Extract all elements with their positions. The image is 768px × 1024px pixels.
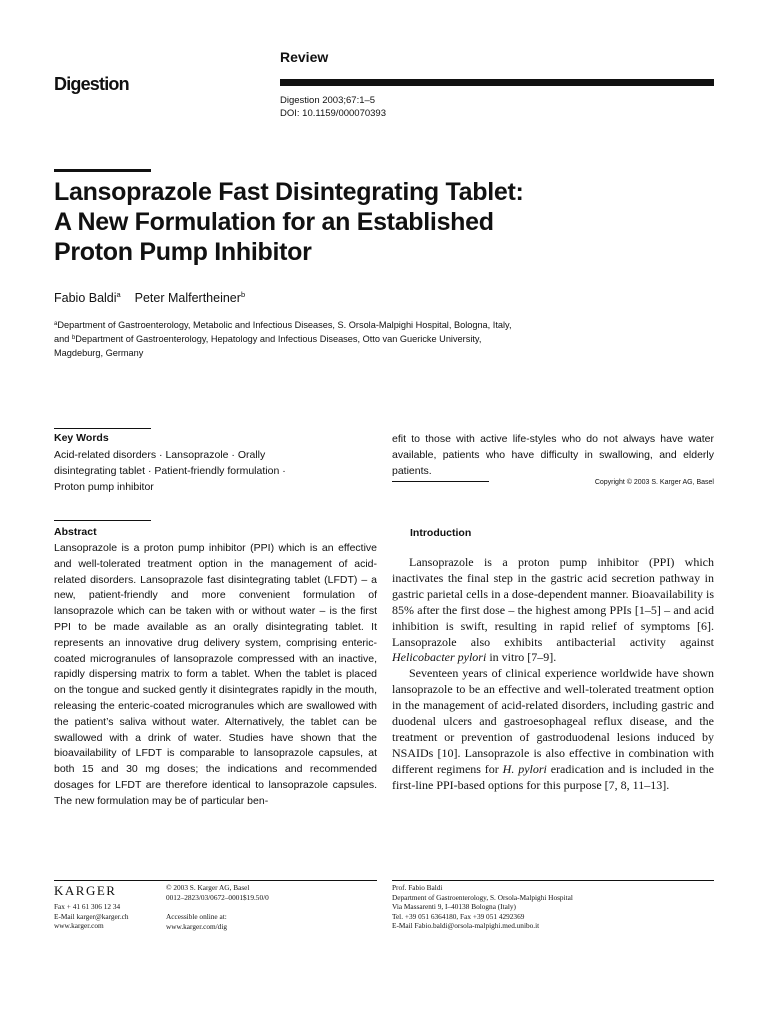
footer-rule — [54, 880, 377, 881]
keyword-line: disintegrating tablet · Patient-friendly formulation · — [54, 465, 286, 477]
publisher-contact — [54, 902, 129, 931]
doi[interactable]: DOI: 10.1159/000070393 — [280, 108, 386, 119]
author-affil-mark: a — [116, 290, 121, 299]
article-title — [54, 177, 714, 267]
author-name: Peter Malfertheiner — [134, 291, 241, 305]
title-rule — [54, 169, 151, 172]
paragraph: Seventeen years of clinical experience worldwide have shown lansoprazole to be an effective and well-tolerated treatment option in the management of acid-related disorders, including gastric and duodenal ulcers and gastroesophageal reflux disease, and the treatment or prevention of gastroduodenal lesions induced by NSAIDs [10]. Lansoprazole is also effective in combination with different regimens for H. pylori eradication and is included in the first-line PPI-based options for this purpose [7, 8, 11–13]. — [392, 666, 714, 792]
affil-text: Magdeburg, Germany — [54, 347, 144, 358]
affil-mark: a — [54, 321, 58, 327]
corr-name: Prof. Fabio Baldi — [392, 883, 443, 892]
header-rule — [280, 79, 714, 86]
fax: Fax + 41 61 306 12 34 — [54, 902, 121, 911]
citation-block — [280, 94, 386, 120]
affil-prefix: and — [54, 334, 72, 345]
affil-mark: b — [71, 335, 76, 342]
corr-email-link[interactable]: E-Mail Fabio.baldi@orsola-malpighi.med.unibo.it — [392, 921, 540, 931]
title-line: Lansoprazole Fast Disintegrating Tablet: — [54, 178, 524, 206]
abstract-body: Lansoprazole is a proton pump inhibitor (PPI) which is an effective and well-tolerated treatment option in the management of acid-related disorders. Lansoprazole fast disintegrating tablet (LFDT) – a new, patient-friendly and more convenient formulation of lansoprazole which can be taken with or without water – is the first PPI to be made available as an orally disintegrating tablet. It represents an innovative drug delivery system, comprising enteric-coated microgranules of lansoprazole compressed with an inactive, rapidly dispersing matrix to form a tablet. When the tablet is placed on the tongue and sucked gently it disintegrates rapidly in the mouth, releasing the enteric-coated microgranules which are swallowed with the patient’s saliva without water. Alternatively, the tablet can be swallowed with a drink of water. Studies have shown that the bioavailability of LFDT is comparable to lansoprazole capsules, at both 15 and 30 mg doses; the indications and recommended dosages for LFDT are therefore identical to lansoprazole capsules. The new formulation may be of particular ben- — [54, 542, 377, 807]
access-label: Accessible online at: — [166, 912, 227, 921]
author-name: Fabio Baldi — [54, 291, 117, 305]
affiliations — [54, 318, 614, 360]
abstract-heading: Abstract — [54, 526, 97, 538]
correspondence-address — [392, 883, 573, 931]
keywords-heading: Key Words — [54, 432, 109, 444]
title-line: Proton Pump Inhibitor — [54, 238, 312, 266]
issn-price: 0012–2823/03/0672–0001$19.50/0 — [166, 892, 269, 902]
footer-rule — [392, 880, 714, 881]
author-list — [54, 290, 245, 305]
corr-dept: Department of Gastroenterology, S. Orsola-Malpighi Hospital — [392, 892, 573, 902]
journal-logo: Digestion — [54, 74, 129, 94]
publisher-info — [166, 883, 269, 902]
introduction-heading: Introduction — [410, 527, 472, 539]
journal-link[interactable]: www.karger.com/dig — [166, 921, 227, 931]
keyword-line: Acid-related disorders · Lansoprazole · Orally — [54, 449, 266, 461]
keywords-list — [54, 447, 354, 495]
author-affil-mark: b — [240, 290, 246, 299]
title-line: A New Formulation for an Established — [54, 208, 494, 236]
online-access — [166, 912, 227, 931]
copyright-notice: Copyright © 2003 S. Karger AG, Basel — [594, 479, 714, 486]
publisher-logo: KARGER — [54, 883, 117, 898]
abstract-rule — [54, 520, 151, 521]
email-link[interactable]: E-Mail karger@karger.ch — [54, 911, 129, 921]
corr-phone: Tel. +39 051 6364180, Fax +39 051 4292369 — [392, 911, 525, 921]
introduction-body — [392, 555, 714, 794]
affil-text: Department of Gastroenterology, Metabolic and Infectious Diseases, S. Orsola-Malpighi Hospital, Bologna, Italy, — [57, 320, 512, 330]
publisher-copyright: © 2003 S. Karger AG, Basel — [166, 883, 250, 892]
keyword-line: Proton pump inhibitor — [54, 481, 154, 493]
keywords-rule — [54, 428, 151, 429]
abstract-continuation: efit to those with active life-styles who do not always have water available, patients who have difficulty in swallowing, and elderly patients. — [392, 433, 714, 477]
citation: Digestion 2003;67:1–5 — [280, 95, 376, 106]
affil-text: Department of Gastroenterology, Hepatology and Infectious Diseases, Otto van Guericke University, — [75, 334, 482, 345]
website-link[interactable]: www.karger.com — [54, 921, 104, 931]
paragraph: Lansoprazole is a proton pump inhibitor (PPI) which inactivates the final step in the gastric acid secretion pathway in gastric parietal cells in a dose-dependent manner. Bioavailability is 85% after the first dose – the highest among PPIs [1–5] – and acid inhibition is swift, resulting in rapid relief of symptoms [6]. Lansoprazole also exhibits antibacterial activity against Helicobacter pylori in vitro [7–9]. — [392, 555, 714, 665]
corr-street: Via Massarenti 9, I–40138 Bologna (Italy) — [392, 902, 516, 912]
section-label: Review — [280, 49, 329, 65]
